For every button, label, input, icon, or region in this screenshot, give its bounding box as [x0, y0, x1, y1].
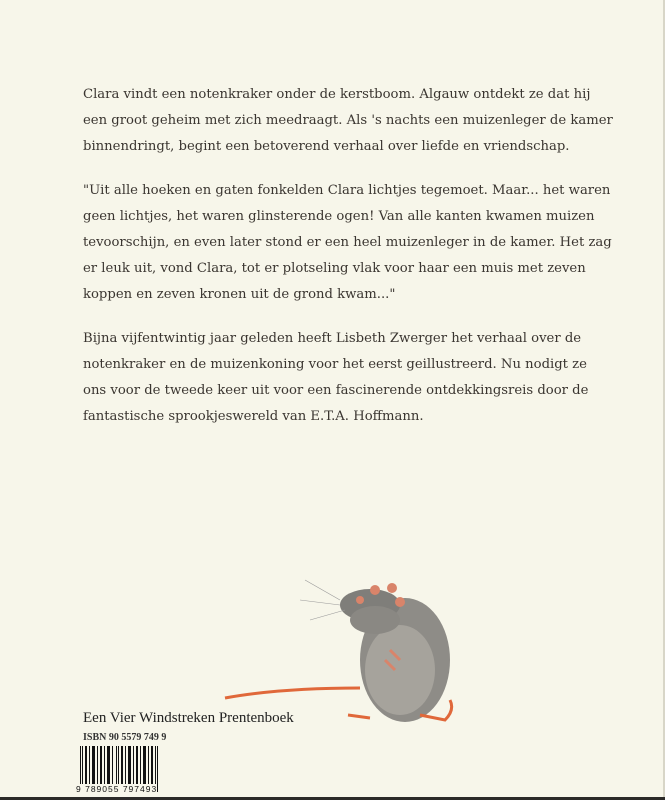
text-line: een groot geheim met zich meedraagt. Als 's nachts een muizenleger de kamer: [83, 113, 613, 128]
text-line: koppen en zeven kronen uit de grond kwam...": [83, 287, 396, 302]
author-paragraph: [83, 326, 623, 430]
barcode-number: 9 789055 797493: [76, 784, 158, 794]
text-line: notenkraker en de muizenkoning voor het eerst geillustreerd. Nu nodigt ze: [83, 357, 587, 372]
blurb-paragraph: [83, 82, 623, 160]
text-line: binnendringt, begint een betoverend verhaal over liefde en vriendschap.: [83, 139, 570, 154]
text-line: Bijna vijfentwintig jaar geleden heeft Lisbeth Zwerger het verhaal over de: [83, 331, 582, 346]
text-line: "Uit alle hoeken en gaten fonkelden Clara lichtjes tegemoet. Maar... het waren: [83, 183, 611, 198]
text-line: Clara vindt een notenkraker onder de kerstboom. Algauw ontdekt ze dat hij: [83, 87, 591, 102]
text-line: tevoorschijn, en even later stond er een heel muizenleger in de kamer. Het zag: [83, 235, 612, 250]
text-line: fantastische sprookjeswereld van E.T.A. Hoffmann.: [83, 409, 424, 424]
text-line: ons voor de tweede keer uit voor een fascinerende ontdekkingsreis door de: [83, 383, 589, 398]
isbn-label: ISBN 90 5579 749 9: [83, 732, 167, 743]
quote-paragraph: [83, 178, 623, 308]
text-line: er leuk uit, vond Clara, tot er plotseling vlak voor haar een muis met zeven: [83, 261, 586, 276]
text-line: geen lichtjes, het waren glinsterende ogen! Van alle kanten kwamen muizen: [83, 209, 595, 224]
publisher-label: Een Vier Windstreken Prentenboek: [83, 710, 294, 726]
mouse-king-illustration: [220, 560, 470, 730]
